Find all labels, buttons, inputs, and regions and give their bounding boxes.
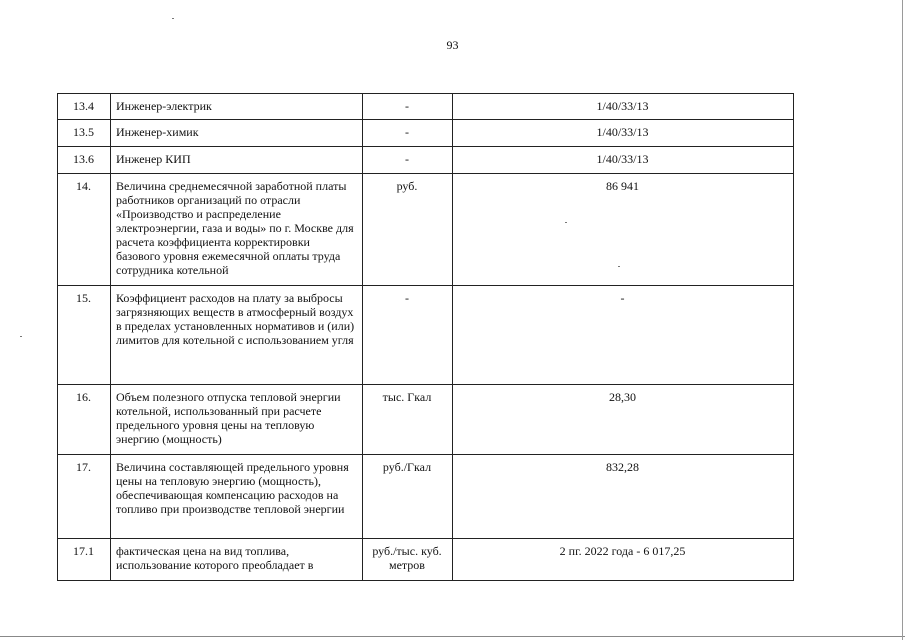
row-value-cell: 86 941 [453,174,794,286]
row-number-cell: 13.5 [58,120,111,147]
row-name-cell: Величина среднемесячной заработной платы работников организаций по отрасли «Производство и распределение электроэнергии, газа и воды» по г. Москве для расчета коэффициента корректировки базового уровня ежемесячной оплаты труда сотрудника котельной [111,174,363,286]
row-number-cell: 17.1 [58,539,111,581]
row-name-cell: Объем полезного отпуска тепловой энергии котельной, использованный при расчете предельного уровня цены на тепловую энергию (мощность) [111,385,363,455]
row-unit-cell: - [363,120,453,147]
row-value-cell: 1/40/33/13 [453,120,794,147]
row-name-cell: Величина составляющей предельного уровня цены на тепловую энергию (мощность), обеспечивающая компенсацию расходов на топливо при производстве тепловой энергии [111,455,363,539]
row-value-cell: 832,28 [453,455,794,539]
table-row [58,147,794,174]
tariff-table [57,93,794,581]
table-row [58,174,794,286]
row-number-cell: 17. [58,455,111,539]
table-row [58,120,794,147]
row-value-cell: 1/40/33/13 [453,147,794,174]
table-row [58,455,794,539]
row-number-cell: 15. [58,286,111,385]
scan-speck [565,222,567,223]
row-unit-cell: - [363,147,453,174]
row-unit-cell: руб. [363,174,453,286]
scan-edge-line [0,636,905,637]
scan-speck [172,18,174,19]
row-name-cell: Коэффициент расходов на плату за выбросы загрязняющих веществ в атмосферный воздух в пределах установленных нормативов и (или) лимитов для котельной с использованием угля [111,286,363,385]
row-unit-cell: - [363,286,453,385]
row-number-cell: 16. [58,385,111,455]
row-value-cell: 28,30 [453,385,794,455]
page-number: 93 [446,38,459,52]
row-number-cell: 14. [58,174,111,286]
row-name-cell: Инженер КИП [111,147,363,174]
scan-speck [20,336,22,337]
row-unit-cell: руб./тыс. куб. метров [363,539,453,581]
row-unit-cell: руб./Гкал [363,455,453,539]
table-row [58,539,794,581]
scan-speck [618,266,620,267]
row-name-cell: Инженер-химик [111,120,363,147]
row-value-cell: 2 пг. 2022 года - 6 017,25 [453,539,794,581]
row-value-cell: 1/40/33/13 [453,94,794,120]
row-number-cell: 13.4 [58,94,111,120]
row-name-cell: фактическая цена на вид топлива, использование которого преобладает в [111,539,363,581]
row-name-cell: Инженер-электрик [111,94,363,120]
scan-edge-line [902,0,903,640]
row-number-cell: 13.6 [58,147,111,174]
row-value-cell: - [453,286,794,385]
table-row [58,385,794,455]
row-unit-cell: тыс. Гкал [363,385,453,455]
table-row [58,94,794,120]
row-unit-cell: - [363,94,453,120]
table-row [58,286,794,385]
